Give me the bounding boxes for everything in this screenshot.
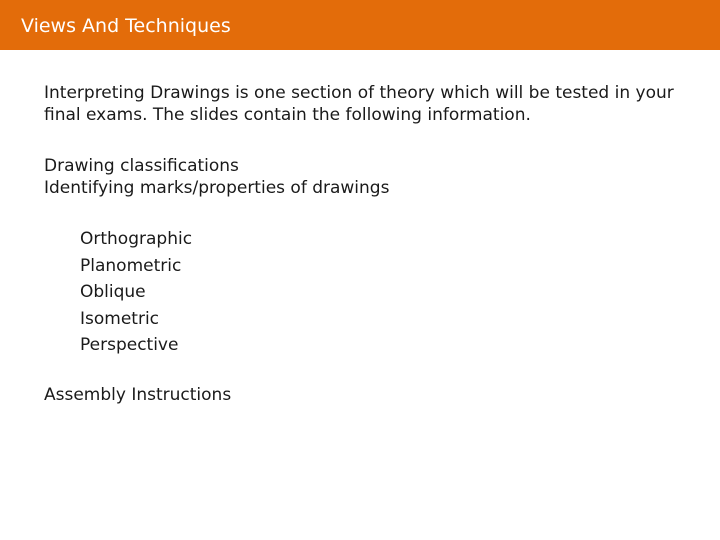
drawing-type-orthographic: Orthographic xyxy=(80,229,193,249)
drawing-types-list xyxy=(80,226,684,359)
title-bar xyxy=(0,0,720,50)
drawing-type-oblique: Oblique xyxy=(80,282,146,302)
topics-list xyxy=(44,155,684,199)
drawing-type-perspective: Perspective xyxy=(80,335,179,355)
drawing-type-planometric: Planometric xyxy=(80,255,182,276)
slide-content xyxy=(44,82,684,406)
topic-drawing-classifications: Drawing classifications xyxy=(44,156,239,176)
topic-assembly-instructions: Assembly Instructions xyxy=(44,384,232,405)
topic-identifying-marks: Identifying marks/properties of drawings xyxy=(44,178,390,198)
intro-paragraph: Interpreting Drawings is one section of theory which will be tested in your final exams. The slides contain the following information. xyxy=(44,83,674,125)
drawing-type-isometric: Isometric xyxy=(80,308,160,329)
slide-title: Views And Techniques xyxy=(21,15,231,37)
